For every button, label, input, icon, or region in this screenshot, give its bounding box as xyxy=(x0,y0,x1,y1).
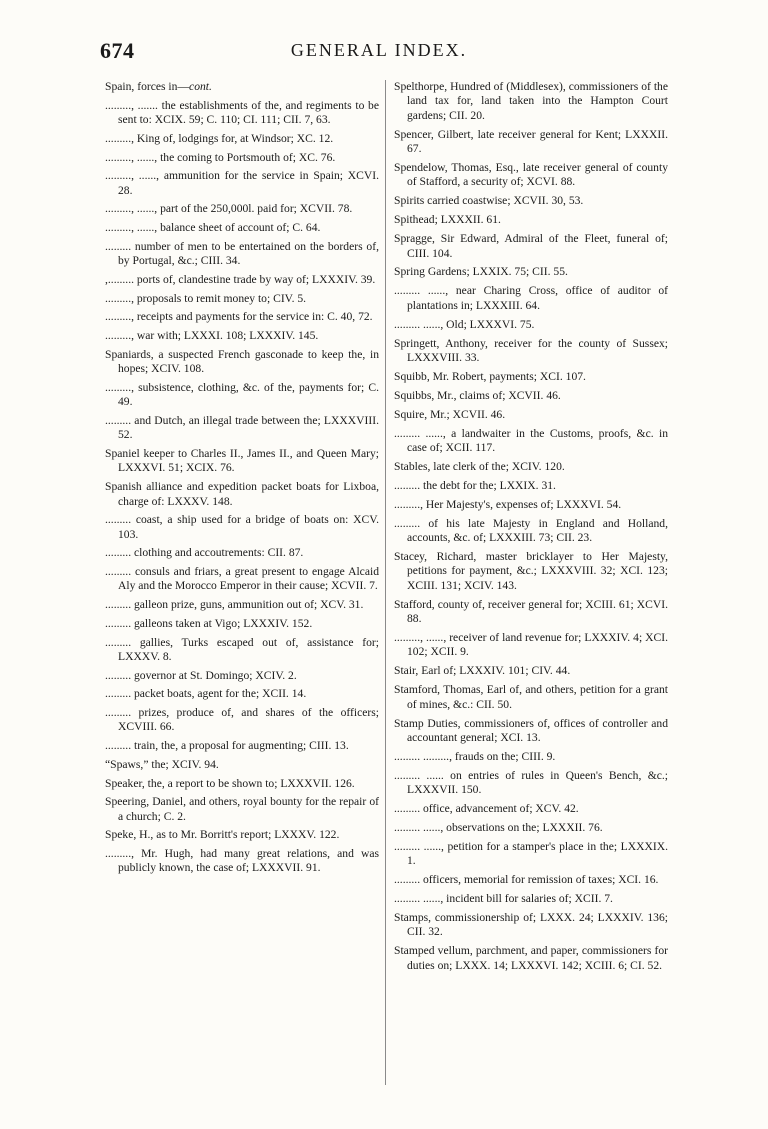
index-entry: ........., King of, lodgings for, at Windsor; XC. 12. xyxy=(105,131,334,145)
index-entry: Spencer, Gilbert, late receiver general for Kent; LXXXII. 67. xyxy=(394,127,668,156)
index-column-left xyxy=(105,80,379,880)
index-entry: Spithead; LXXXII. 61. xyxy=(394,213,501,227)
index-entry: ........., ......, the coming to Portsmouth of; XC. 76. xyxy=(105,150,336,164)
index-entry: ......... ......, Old; LXXXVI. 75. xyxy=(394,317,535,331)
index-entry: ......... officers, memorial for remission of taxes; XCI. 16. xyxy=(394,873,659,887)
index-entry: ......... train, the, a proposal for augmenting; CIII. 13. xyxy=(105,739,349,753)
index-entry: Stamps, commissionership of; LXXX. 24; LXXXIV. 136; CII. 32. xyxy=(394,911,668,939)
index-entry: ......... consuls and friars, a great present to engage Alcaid Aly and the Morocco Emperor in their cause; XCVII. 7. xyxy=(105,565,379,593)
index-entry: ........., subsistence, clothing, &c. of the, payments for; C. 49. xyxy=(105,380,379,409)
page-number: 674 xyxy=(100,38,135,63)
index-entry: ,......... ports of, clandestine trade by way of; LXXXIV. 39. xyxy=(105,272,376,286)
running-head-title: GENERAL INDEX. xyxy=(290,40,468,60)
index-entry: ......... coast, a ship used for a bridge of boats on: XCV. 103. xyxy=(105,513,379,541)
index-entry: Stamford, Thomas, Earl of, and others, petition for a grant of mines, &c.: CII. 50. xyxy=(394,683,668,711)
index-entry: ......... ......, near Charing Cross, office of auditor of plantations in; LXXXIII. 64. xyxy=(394,284,668,312)
index-entry: Stair, Earl of; LXXXIV. 101; CIV. 44. xyxy=(394,664,571,678)
index-entry: ........., receipts and payments for the service in: C. 40, 72. xyxy=(105,310,373,324)
index-entry: ......... galleons taken at Vigo; LXXXIV. 152. xyxy=(105,616,313,630)
index-entry: Squibb, Mr. Robert, payments; XCI. 107. xyxy=(394,369,586,383)
index-entry: ........., proposals to remit money to; CIV. 5. xyxy=(105,291,307,305)
index-entry: Stafford, county of, receiver general for; XCIII. 61; XCVI. 88. xyxy=(394,597,668,626)
index-entry: Spirits carried coastwise; XCVII. 30, 53. xyxy=(394,194,584,208)
index-entry: Spanish alliance and expedition packet boats for Lixboa, charge of: LXXXV. 148. xyxy=(105,480,379,508)
index-entry: ........., Her Majesty's, expenses of; LXXXVI. 54. xyxy=(394,497,622,511)
index-entry: Stamped vellum, parchment, and paper, commissioners for duties on; LXXX. 14; LXXXVI. 142; XCIII. 6; CI. 52. xyxy=(394,944,668,972)
index-entry: ......... ......, incident bill for salaries of; XCII. 7. xyxy=(394,892,613,906)
index-entry: Spaniards, a suspected French gasconade to keep the, in hopes; XCIV. 108. xyxy=(105,347,379,376)
index-entry: ......... governor at St. Domingo; XCIV. 2. xyxy=(105,668,297,682)
index-entry: Speaker, the, a report to be shown to; LXXXVII. 126. xyxy=(105,776,355,790)
index-entry: ........., war with; LXXXI. 108; LXXXIV. 145. xyxy=(105,328,319,342)
index-entry: ......... ........., frauds on the; CIII. 9. xyxy=(394,749,556,763)
index-entry: ......... ......, petition for a stamper's place in the; LXXXIX. 1. xyxy=(394,839,668,868)
index-entry: ......... ...... on entries of rules in Queen's Bench, &c.; LXXXVII. 150. xyxy=(394,768,668,797)
index-entry: ......... ......, a landwaiter in the Customs, proofs, &c. in case of; XCII. 117. xyxy=(394,426,668,455)
index-entry: ......... clothing and accoutrements: CII. 87. xyxy=(105,546,304,560)
index-entry: ......... galleon prize, guns, ammunition out of; XCV. 31. xyxy=(105,598,364,612)
index-entry: ........., ......, part of the 250,000l. paid for; XCVII. 78. xyxy=(105,202,353,216)
index-entry: Spaniel keeper to Charles II., James II., and Queen Mary; LXXXVI. 51; XCIX. 76. xyxy=(105,446,379,475)
index-entry: ......... gallies, Turks escaped out of, assistance for; LXXXV. 8. xyxy=(105,635,379,663)
index-entry: ......... packet boats, agent for the; XCII. 14. xyxy=(105,687,307,701)
index-entry: Speke, H., as to Mr. Borritt's report; LXXXV. 122. xyxy=(105,828,340,842)
index-entry: “Spaws,” the; XCIV. 94. xyxy=(105,757,219,771)
index-entry xyxy=(105,80,379,94)
index-entry: Stacey, Richard, master bricklayer to Her Majesty, petitions for payment, &c.; LXXXVIII. 32; XCI. 123; XCIII. 131; XCIV. 143. xyxy=(394,549,668,592)
index-column-right xyxy=(394,80,668,978)
index-entry-heading: Spain, forces in— xyxy=(105,80,190,93)
index-entry: Speering, Daniel, and others, royal bounty for the repair of a church; C. 2. xyxy=(105,795,379,823)
index-entry: Spring Gardens; LXXIX. 75; CII. 55. xyxy=(394,265,568,279)
index-entry: Squire, Mr.; XCVII. 46. xyxy=(394,407,506,421)
column-divider xyxy=(385,80,386,1085)
index-entry: Stamp Duties, commissioners of, offices of controller and accountant general; XCI. 13. xyxy=(394,716,668,744)
index-entry: Stables, late clerk of the; XCIV. 120. xyxy=(394,459,565,473)
index-entry: Springett, Anthony, receiver for the county of Sussex; LXXXVIII. 33. xyxy=(394,336,668,364)
index-entry: ........., ......, receiver of land revenue for; LXXXIV. 4; XCI. 102; XCII. 9. xyxy=(394,631,668,659)
index-entry: ........., ......, balance sheet of account of; C. 64. xyxy=(105,221,321,235)
index-entry: ......... office, advancement of; XCV. 42. xyxy=(394,802,579,816)
page-header xyxy=(100,38,658,68)
index-entry: Spendelow, Thomas, Esq., late receiver general of county of Stafford, a security of; XCVI. 88. xyxy=(394,161,668,189)
index-entry: Spelthorpe, Hundred of (Middlesex), commissioners of the land tax for, land taken into the Hampton Court gardens; CII. 20. xyxy=(394,80,668,122)
index-entry: ......... the debt for the; LXXIX. 31. xyxy=(394,478,556,492)
index-entry: ......... and Dutch, an illegal trade between the; LXXXVIII. 52. xyxy=(105,413,379,442)
index-entry: ......... ......, observations on the; LXXXII. 76. xyxy=(394,820,603,834)
index-entry: Spragge, Sir Edward, Admiral of the Fleet, funeral of; CIII. 104. xyxy=(394,232,668,260)
index-entry: ........., ......, ammunition for the service in Spain; XCVI. 28. xyxy=(105,169,379,197)
index-entry: ........., Mr. Hugh, had many great relations, and was publicly known, the case of; LXXXVII. 91. xyxy=(105,847,379,875)
continuation-mark: cont. xyxy=(189,80,212,93)
index-entry: ......... number of men to be entertained on the borders of, by Portugal, &c.; CIII. 34. xyxy=(105,239,379,268)
index-entry: ......... of his late Majesty in England and Holland, accounts, &c. of; LXXXIII. 73; CII. 23. xyxy=(394,516,668,545)
index-entry: ......... prizes, produce of, and shares of the officers; XCVIII. 66. xyxy=(105,706,379,734)
index-entry: ........., ....... the establishments of the, and regiments to be sent to: XCIX. 59; C. 110; CI. 111; CII. 7, 63. xyxy=(105,98,379,127)
index-entry: Squibbs, Mr., claims of; XCVII. 46. xyxy=(394,388,561,402)
